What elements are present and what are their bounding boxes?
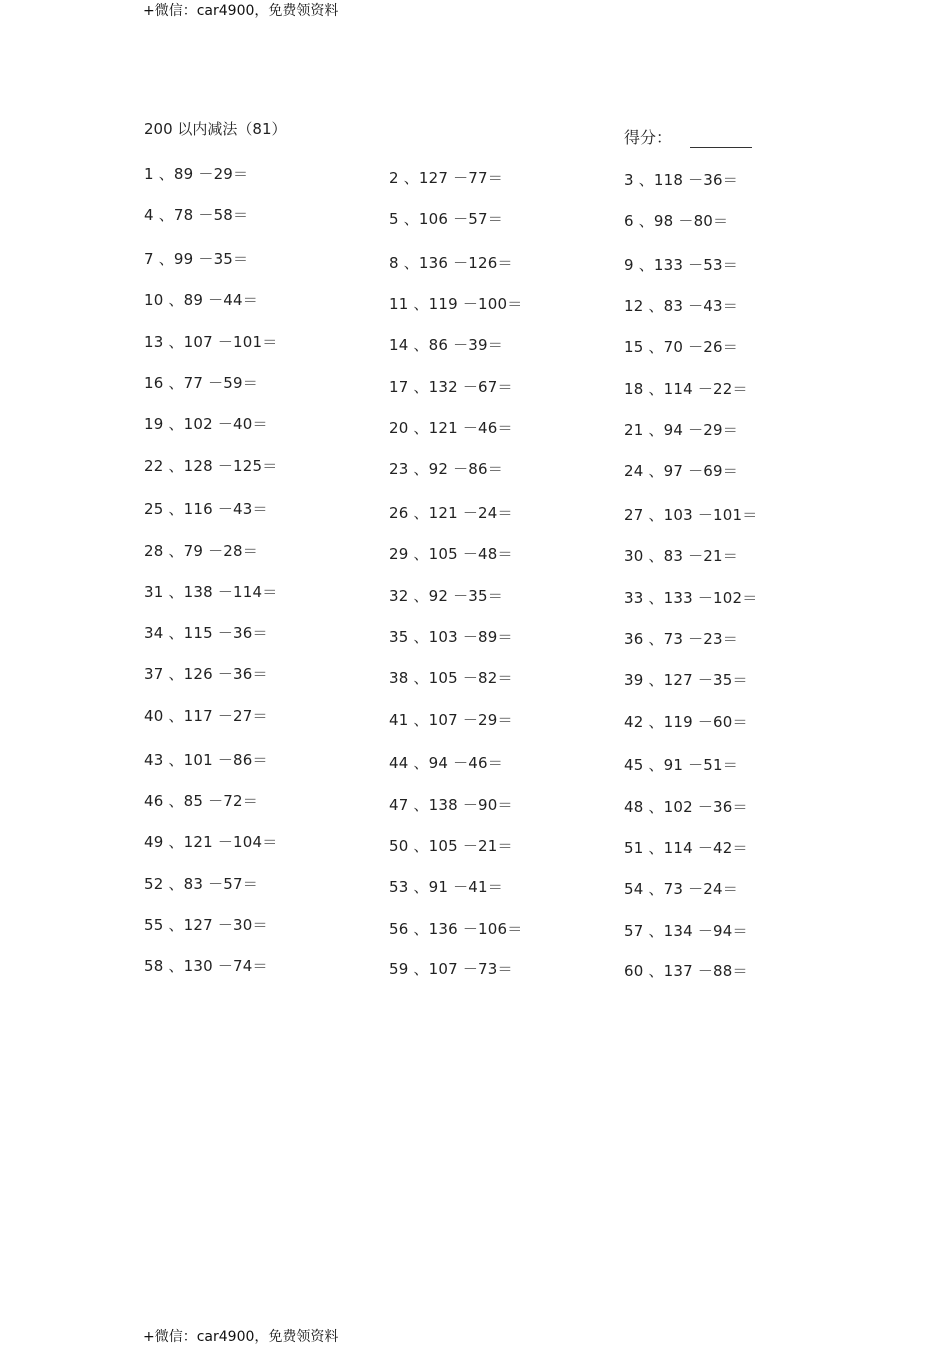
- problem-item: 55 、127 －30＝: [144, 916, 268, 934]
- problem-item: 22 、128 －125＝: [144, 457, 278, 475]
- problem-item: 12 、83 －43＝: [624, 297, 738, 315]
- problem-item: 25 、116 －43＝: [144, 500, 268, 518]
- problem-item: 11 、119 －100＝: [389, 295, 523, 313]
- problem-item: 3 、118 －36＝: [624, 171, 738, 189]
- problem-item: 2 、127 －77＝: [389, 169, 503, 187]
- score-label: 得分：: [624, 128, 673, 147]
- problem-item: 58 、130 －74＝: [144, 957, 268, 975]
- problem-item: 14 、86 －39＝: [389, 336, 503, 354]
- problem-item: 21 、94 －29＝: [624, 421, 738, 439]
- problem-item: 26 、121 －24＝: [389, 504, 513, 522]
- score-blank: [690, 133, 752, 148]
- problem-item: 52 、83 －57＝: [144, 875, 258, 893]
- problem-item: 20 、121 －46＝: [389, 419, 513, 437]
- problem-item: 15 、70 －26＝: [624, 338, 738, 356]
- problem-item: 28 、79 －28＝: [144, 542, 258, 560]
- problem-item: 54 、73 －24＝: [624, 880, 738, 898]
- problem-item: 13 、107 －101＝: [144, 333, 278, 351]
- watermark-bottom: +微信：car4900，免费领资料: [143, 1329, 339, 1345]
- problem-item: 49 、121 －104＝: [144, 833, 278, 851]
- problem-item: 53 、91 －41＝: [389, 878, 503, 896]
- problem-item: 37 、126 －36＝: [144, 665, 268, 683]
- problem-item: 39 、127 －35＝: [624, 671, 748, 689]
- score-area: [624, 125, 752, 148]
- problem-item: 24 、97 －69＝: [624, 462, 738, 480]
- problem-item: 5 、106 －57＝: [389, 210, 503, 228]
- problem-item: 16 、77 －59＝: [144, 374, 258, 392]
- problem-item: 6 、98 －80＝: [624, 212, 729, 230]
- problem-item: 34 、115 －36＝: [144, 624, 268, 642]
- problem-item: 30 、83 －21＝: [624, 547, 738, 565]
- problem-item: 8 、136 －126＝: [389, 254, 513, 272]
- problem-item: 43 、101 －86＝: [144, 751, 268, 769]
- problem-item: 29 、105 －48＝: [389, 545, 513, 563]
- problem-item: 57 、134 －94＝: [624, 922, 748, 940]
- problem-item: 27 、103 －101＝: [624, 506, 758, 524]
- problem-item: 35 、103 －89＝: [389, 628, 513, 646]
- watermark-top: +微信：car4900，免费领资料: [143, 3, 339, 19]
- problem-item: 50 、105 －21＝: [389, 837, 513, 855]
- problem-item: 19 、102 －40＝: [144, 415, 268, 433]
- problem-item: 47 、138 －90＝: [389, 796, 513, 814]
- problem-item: 36 、73 －23＝: [624, 630, 738, 648]
- problem-item: 33 、133 －102＝: [624, 589, 758, 607]
- problem-item: 48 、102 －36＝: [624, 798, 748, 816]
- problem-item: 9 、133 －53＝: [624, 256, 738, 274]
- problem-item: 44 、94 －46＝: [389, 754, 503, 772]
- problem-item: 42 、119 －60＝: [624, 713, 748, 731]
- problem-item: 41 、107 －29＝: [389, 711, 513, 729]
- problem-item: 31 、138 －114＝: [144, 583, 278, 601]
- problem-item: 17 、132 －67＝: [389, 378, 513, 396]
- problem-item: 59 、107 －73＝: [389, 960, 513, 978]
- problem-item: 46 、85 －72＝: [144, 792, 258, 810]
- problem-item: 56 、136 －106＝: [389, 920, 523, 938]
- problem-item: 1 、89 －29＝: [144, 165, 249, 183]
- problem-item: 32 、92 －35＝: [389, 587, 503, 605]
- problem-item: 38 、105 －82＝: [389, 669, 513, 687]
- problem-item: 7 、99 －35＝: [144, 250, 249, 268]
- problem-item: 4 、78 －58＝: [144, 206, 249, 224]
- problem-item: 45 、91 －51＝: [624, 756, 738, 774]
- problem-item: 23 、92 －86＝: [389, 460, 503, 478]
- problem-item: 10 、89 －44＝: [144, 291, 258, 309]
- problem-item: 40 、117 －27＝: [144, 707, 268, 725]
- problem-item: 51 、114 －42＝: [624, 839, 748, 857]
- problem-item: 60 、137 －88＝: [624, 962, 748, 980]
- problem-item: 18 、114 －22＝: [624, 380, 748, 398]
- worksheet-title: 200 以内减法（81）: [144, 120, 287, 138]
